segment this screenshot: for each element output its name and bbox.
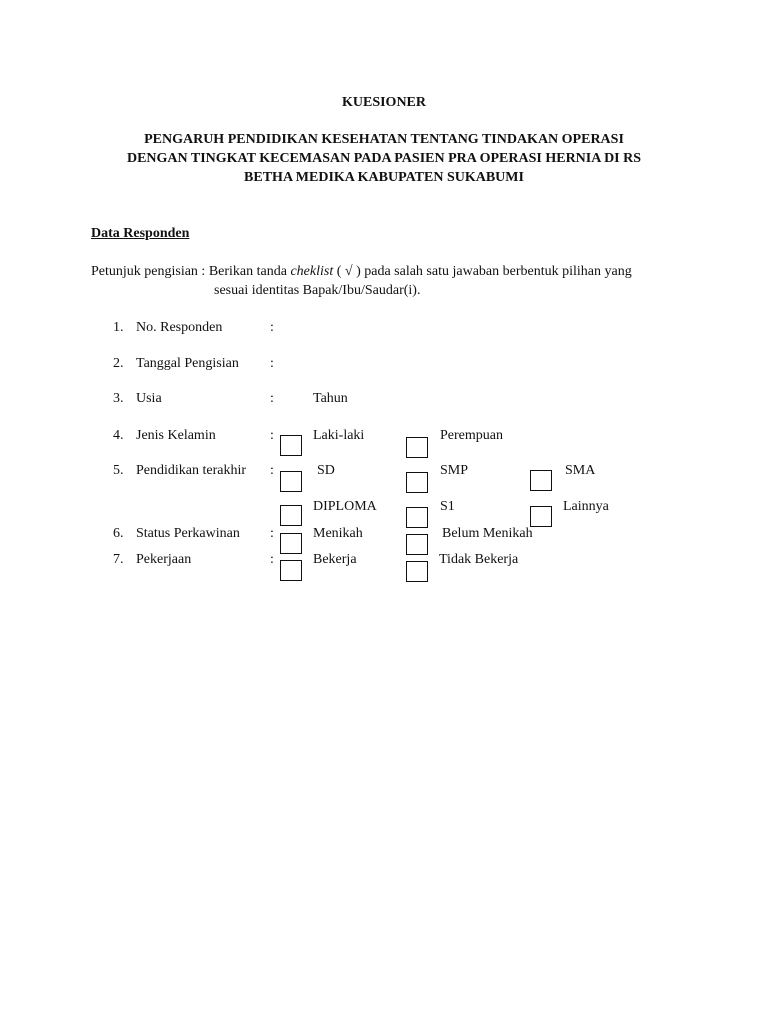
option-s1: S1 xyxy=(440,499,455,514)
item-colon: : xyxy=(270,391,274,406)
instruction-text-before: Berikan tanda xyxy=(208,264,287,279)
item-colon: : xyxy=(270,356,274,371)
option-sma: SMA xyxy=(565,463,596,478)
option-smp: SMP xyxy=(440,463,469,478)
title-line-3: BETHA MEDIKA KABUPATEN SUKABUMI xyxy=(244,170,524,185)
instruction-label: Petunjuk pengisian : xyxy=(91,264,206,279)
option-laki-laki: Laki-laki xyxy=(313,428,365,443)
section-title: Data Responden xyxy=(91,226,190,241)
checkbox-sd[interactable] xyxy=(280,471,302,492)
instruction-italic-word: cheklist xyxy=(290,264,334,279)
checkbox-tidak-bekerja[interactable] xyxy=(406,561,428,582)
checkbox-lainnya[interactable] xyxy=(530,506,552,527)
item-label-status-perkawinan: Status Perkawinan xyxy=(136,526,240,541)
item-number: 1. xyxy=(113,320,124,335)
checkbox-bekerja[interactable] xyxy=(280,560,302,581)
item-colon: : xyxy=(270,463,274,478)
checkbox-diploma[interactable] xyxy=(280,505,302,526)
usia-suffix: Tahun xyxy=(313,391,348,406)
checkbox-laki-laki[interactable] xyxy=(280,435,302,456)
title-line-2: DENGAN TINGKAT KECEMASAN PADA PASIEN PRA OPERASI HERNIA DI RS xyxy=(126,151,642,166)
document-heading: KUESIONER xyxy=(341,95,427,110)
item-label-pekerjaan: Pekerjaan xyxy=(136,552,192,567)
instruction-text-after: ( √ ) pada salah satu jawaban berbentuk pilihan yang xyxy=(336,264,632,279)
item-label-usia: Usia xyxy=(136,391,162,406)
item-label-pendidikan-terakhir: Pendidikan terakhir xyxy=(136,463,247,478)
option-diploma: DIPLOMA xyxy=(313,499,377,514)
option-perempuan: Perempuan xyxy=(440,428,503,443)
item-number: 3. xyxy=(113,391,124,406)
checkbox-smp[interactable] xyxy=(406,472,428,493)
item-number: 4. xyxy=(113,428,124,443)
checkbox-menikah[interactable] xyxy=(280,533,302,554)
instruction-line-1 xyxy=(91,264,632,280)
item-number: 5. xyxy=(113,463,124,478)
option-belum-menikah: Belum Menikah xyxy=(442,526,533,541)
checkbox-perempuan[interactable] xyxy=(406,437,428,458)
option-bekerja: Bekerja xyxy=(313,552,357,567)
checkbox-s1[interactable] xyxy=(406,507,428,528)
title-line-1: PENGARUH PENDIDIKAN KESEHATAN TENTANG TINDAKAN OPERASI xyxy=(144,132,624,147)
instruction-line-2: sesuai identitas Bapak/Ibu/Saudar(i). xyxy=(214,283,421,298)
option-menikah: Menikah xyxy=(313,526,363,541)
item-number: 6. xyxy=(113,526,124,541)
item-number: 7. xyxy=(113,552,124,567)
option-tidak-bekerja: Tidak Bekerja xyxy=(439,552,519,567)
item-label-jenis-kelamin: Jenis Kelamin xyxy=(136,428,216,443)
item-label-tanggal-pengisian: Tanggal Pengisian xyxy=(136,356,239,371)
item-colon: : xyxy=(270,320,274,335)
option-sd: SD xyxy=(317,463,335,478)
item-number: 2. xyxy=(113,356,124,371)
item-colon: : xyxy=(270,428,274,443)
item-label-no-responden: No. Responden xyxy=(136,320,223,335)
item-colon: : xyxy=(270,552,274,567)
item-colon: : xyxy=(270,526,274,541)
checkbox-sma[interactable] xyxy=(530,470,552,491)
option-lainnya: Lainnya xyxy=(563,499,609,514)
checkbox-belum-menikah[interactable] xyxy=(406,534,428,555)
